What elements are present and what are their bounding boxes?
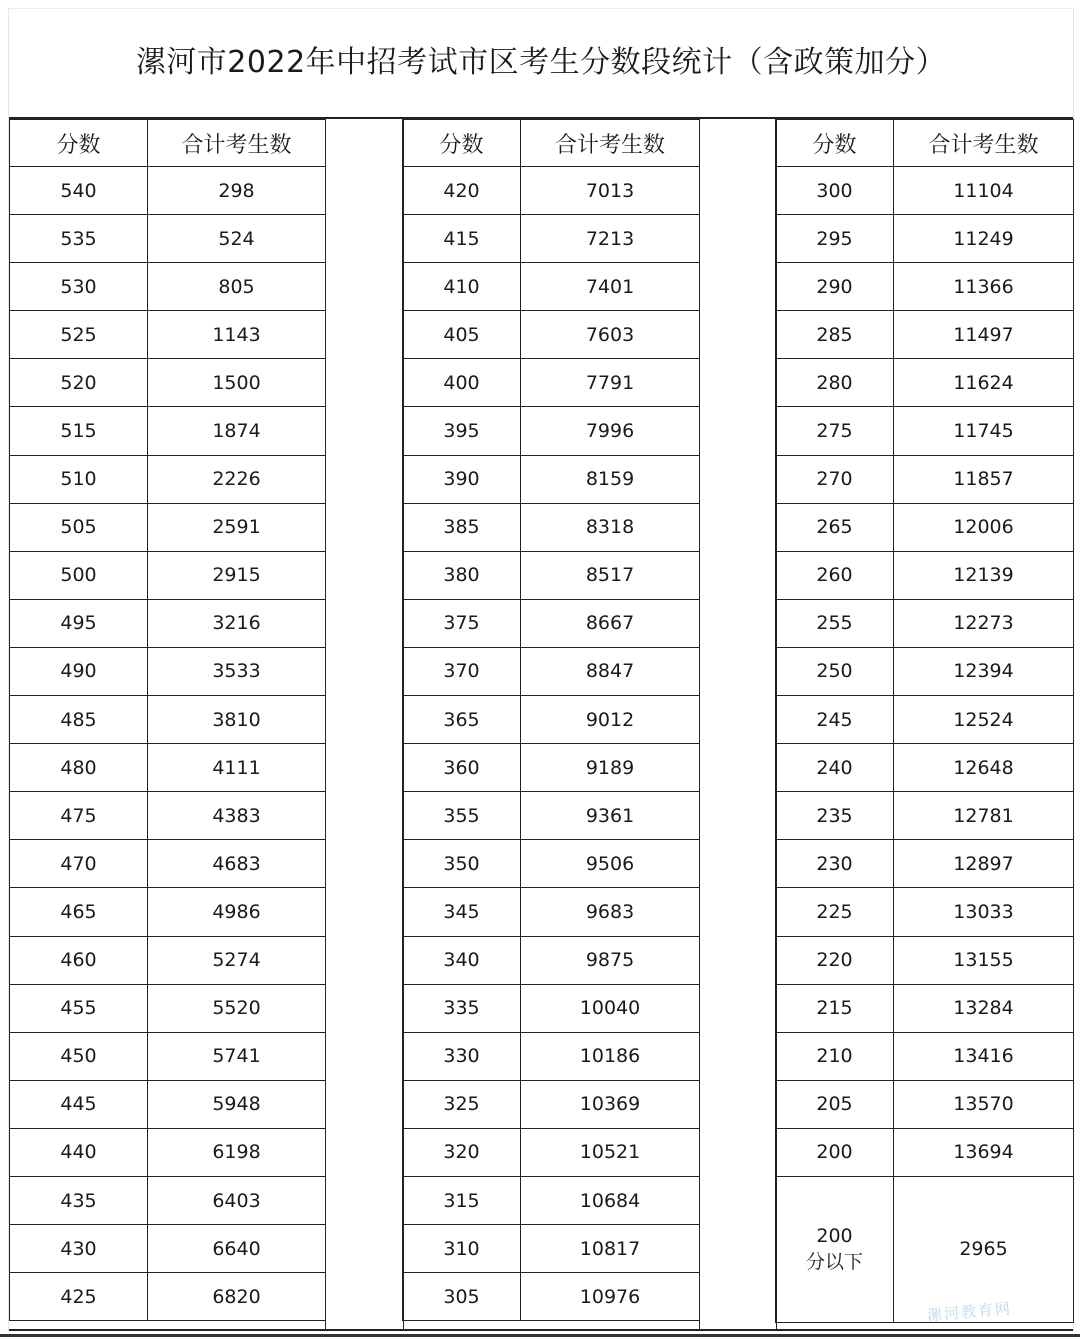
table-row	[776, 263, 1074, 311]
table-row	[10, 1225, 326, 1273]
table-row	[776, 311, 1074, 359]
score-cell: 330	[403, 1032, 521, 1080]
total-cell: 9506	[521, 840, 700, 888]
table-row	[403, 696, 700, 744]
table-row	[403, 647, 700, 695]
total-cell: 8159	[521, 455, 700, 503]
total-cell: 4986	[148, 888, 326, 936]
score-cell: 210	[776, 1032, 894, 1080]
total-cell: 13033	[894, 888, 1074, 936]
table-row	[10, 1128, 326, 1176]
table-row	[10, 936, 326, 984]
table-row	[776, 599, 1074, 647]
score-cell: 355	[403, 792, 521, 840]
total-cell: 7603	[521, 311, 700, 359]
total-cell: 8847	[521, 647, 700, 695]
score-cell: 390	[403, 455, 521, 503]
page-title: 漯河市2022年中招考试市区考生分数段统计（含政策加分）	[135, 45, 947, 80]
table-row	[403, 1176, 700, 1224]
total-cell: 5274	[148, 936, 326, 984]
score-cell: 535	[10, 215, 148, 263]
total-cell: 11497	[894, 311, 1074, 359]
total-cell: 4683	[148, 840, 326, 888]
score-cell: 395	[403, 407, 521, 455]
total-cell: 7401	[521, 263, 700, 311]
score-cell: 200	[776, 1128, 894, 1176]
table-row-below-200	[776, 1176, 1074, 1322]
score-cell: 525	[10, 311, 148, 359]
score-cell: 380	[403, 551, 521, 599]
header-total: 合计考生数	[521, 120, 700, 167]
total-cell: 6403	[148, 1176, 326, 1224]
score-cell: 465	[10, 888, 148, 936]
score-cell: 480	[10, 744, 148, 792]
score-cell: 485	[10, 696, 148, 744]
score-cell: 370	[403, 647, 521, 695]
bottom-divider	[0, 1334, 1080, 1337]
total-cell: 2226	[148, 455, 326, 503]
total-cell: 9875	[521, 936, 700, 984]
score-cell: 410	[403, 263, 521, 311]
table-row	[403, 599, 700, 647]
score-cell: 205	[776, 1080, 894, 1128]
score-cell: 270	[776, 455, 894, 503]
score-cell: 470	[10, 840, 148, 888]
table-row	[776, 936, 1074, 984]
table-row	[776, 840, 1074, 888]
score-cell: 475	[10, 792, 148, 840]
table-row	[10, 359, 326, 407]
table-row	[403, 936, 700, 984]
total-cell: 1143	[148, 311, 326, 359]
total-cell: 11104	[894, 167, 1074, 215]
score-line-2: 分以下	[805, 1251, 863, 1274]
column-spacer	[699, 119, 777, 1329]
score-cell: 490	[10, 647, 148, 695]
total-cell: 7996	[521, 407, 700, 455]
score-cell: 280	[776, 359, 894, 407]
table-row	[403, 1128, 700, 1176]
total-cell: 13694	[894, 1128, 1074, 1176]
total-cell: 3810	[148, 696, 326, 744]
score-cell: 420	[403, 167, 521, 215]
total-cell: 3533	[148, 647, 326, 695]
table-row	[776, 984, 1074, 1032]
score-cell: 300	[776, 167, 894, 215]
score-table-3	[775, 119, 1074, 1323]
score-cell: 250	[776, 647, 894, 695]
score-cell: 230	[776, 840, 894, 888]
total-cell: 1500	[148, 359, 326, 407]
score-cell: 460	[10, 936, 148, 984]
table-row	[10, 215, 326, 263]
total-cell: 12139	[894, 551, 1074, 599]
total-cell: 8318	[521, 503, 700, 551]
watermark: 漯河教育网	[926, 1299, 1013, 1325]
table-row	[776, 359, 1074, 407]
score-cell: 265	[776, 503, 894, 551]
table-row	[776, 888, 1074, 936]
table-row	[403, 551, 700, 599]
score-table-2	[402, 119, 700, 1321]
score-cell: 305	[403, 1273, 521, 1321]
table-row	[776, 792, 1074, 840]
table-row	[10, 1080, 326, 1128]
table-row	[10, 407, 326, 455]
score-cell: 375	[403, 599, 521, 647]
table-row	[403, 1225, 700, 1273]
table-header-row	[10, 120, 326, 167]
table-row	[403, 888, 700, 936]
total-cell: 12648	[894, 744, 1074, 792]
score-cell: 440	[10, 1128, 148, 1176]
score-cell: 500	[10, 551, 148, 599]
score-cell: 290	[776, 263, 894, 311]
score-cell: 505	[10, 503, 148, 551]
table-body	[403, 167, 700, 1321]
table-row	[10, 503, 326, 551]
score-cell: 335	[403, 984, 521, 1032]
total-cell: 298	[148, 167, 326, 215]
total-cell: 805	[148, 263, 326, 311]
total-cell: 9361	[521, 792, 700, 840]
total-cell: 1874	[148, 407, 326, 455]
score-cell: 510	[10, 455, 148, 503]
total-cell: 6198	[148, 1128, 326, 1176]
total-cell: 6640	[148, 1225, 326, 1273]
score-cell: 295	[776, 215, 894, 263]
column-spacer	[325, 119, 404, 1329]
score-table-1	[9, 119, 326, 1321]
table-body	[776, 167, 1074, 1323]
table-row	[776, 503, 1074, 551]
total-cell: 12897	[894, 840, 1074, 888]
table-row	[403, 503, 700, 551]
table-row	[10, 647, 326, 695]
score-cell: 245	[776, 696, 894, 744]
score-cell: 255	[776, 599, 894, 647]
table-row	[776, 407, 1074, 455]
total-cell: 10186	[521, 1032, 700, 1080]
table-row	[776, 167, 1074, 215]
table-row	[403, 1032, 700, 1080]
table-row	[10, 599, 326, 647]
table-row	[403, 311, 700, 359]
total-cell: 9189	[521, 744, 700, 792]
table-row	[403, 455, 700, 503]
total-cell: 13155	[894, 936, 1074, 984]
score-cell: 495	[10, 599, 148, 647]
total-cell: 4383	[148, 792, 326, 840]
total-cell: 12273	[894, 599, 1074, 647]
total-cell: 2591	[148, 503, 326, 551]
score-cell: 240	[776, 744, 894, 792]
table-row	[10, 984, 326, 1032]
total-cell: 2915	[148, 551, 326, 599]
total-cell: 9683	[521, 888, 700, 936]
table-row	[403, 263, 700, 311]
score-cell: 315	[403, 1176, 521, 1224]
table-row	[10, 1176, 326, 1224]
table-row	[776, 1032, 1074, 1080]
score-cell: 285	[776, 311, 894, 359]
table-header-row	[403, 120, 700, 167]
total-cell: 8667	[521, 599, 700, 647]
table-row	[776, 1128, 1074, 1176]
table-row	[10, 888, 326, 936]
table-row	[10, 1032, 326, 1080]
score-cell: 340	[403, 936, 521, 984]
table-row	[403, 167, 700, 215]
total-cell: 5520	[148, 984, 326, 1032]
table-row	[403, 359, 700, 407]
score-cell: 215	[776, 984, 894, 1032]
table-row	[10, 311, 326, 359]
table-row	[776, 1080, 1074, 1128]
total-cell: 7013	[521, 167, 700, 215]
total-cell: 11366	[894, 263, 1074, 311]
header-total: 合计考生数	[148, 120, 326, 167]
table-row	[403, 1273, 700, 1321]
score-cell: 365	[403, 696, 521, 744]
table-header-row	[776, 120, 1074, 167]
total-cell: 7213	[521, 215, 700, 263]
table-row	[403, 840, 700, 888]
total-cell: 13570	[894, 1080, 1074, 1128]
score-cell: 400	[403, 359, 521, 407]
table-row	[10, 744, 326, 792]
score-cell: 220	[776, 936, 894, 984]
total-cell: 2965	[894, 1176, 1074, 1322]
table-row	[10, 551, 326, 599]
table-row	[776, 455, 1074, 503]
total-cell: 6820	[148, 1273, 326, 1321]
table-row	[10, 455, 326, 503]
table-row	[10, 167, 326, 215]
total-cell: 11624	[894, 359, 1074, 407]
score-cell: 325	[403, 1080, 521, 1128]
table-row	[10, 263, 326, 311]
score-cell: 320	[403, 1128, 521, 1176]
table-row	[776, 744, 1074, 792]
score-cell: 275	[776, 407, 894, 455]
total-cell: 524	[148, 215, 326, 263]
score-cell: 445	[10, 1080, 148, 1128]
table-row	[10, 696, 326, 744]
score-cell: 450	[10, 1032, 148, 1080]
total-cell: 5948	[148, 1080, 326, 1128]
table-row	[403, 792, 700, 840]
total-cell: 12781	[894, 792, 1074, 840]
total-cell: 4111	[148, 744, 326, 792]
score-cell: 455	[10, 984, 148, 1032]
table-row	[10, 840, 326, 888]
header-score: 分数	[776, 120, 894, 167]
score-cell: 540	[10, 167, 148, 215]
total-cell: 11745	[894, 407, 1074, 455]
total-cell: 12524	[894, 696, 1074, 744]
document-page	[8, 8, 1074, 1331]
total-cell: 11857	[894, 455, 1074, 503]
score-cell: 360	[403, 744, 521, 792]
total-cell: 7791	[521, 359, 700, 407]
score-cell: 385	[403, 503, 521, 551]
table-row	[776, 215, 1074, 263]
total-cell: 3216	[148, 599, 326, 647]
total-cell: 10521	[521, 1128, 700, 1176]
total-cell: 10040	[521, 984, 700, 1032]
score-cell: 405	[403, 311, 521, 359]
table-row	[403, 1080, 700, 1128]
score-cell: 345	[403, 888, 521, 936]
total-cell: 12006	[894, 503, 1074, 551]
score-distribution-grid	[9, 117, 1073, 1331]
total-cell: 10684	[521, 1176, 700, 1224]
total-cell: 11249	[894, 215, 1074, 263]
score-cell: 435	[10, 1176, 148, 1224]
header-score: 分数	[10, 120, 148, 167]
table-row	[403, 215, 700, 263]
table-row	[403, 407, 700, 455]
score-cell: 415	[403, 215, 521, 263]
score-cell: 260	[776, 551, 894, 599]
table-row	[10, 792, 326, 840]
score-cell: 350	[403, 840, 521, 888]
header-total: 合计考生数	[894, 120, 1074, 167]
table-row	[403, 744, 700, 792]
total-cell: 13416	[894, 1032, 1074, 1080]
total-cell: 5741	[148, 1032, 326, 1080]
table-body	[10, 167, 326, 1321]
total-cell: 10976	[521, 1273, 700, 1321]
score-cell: 515	[10, 407, 148, 455]
total-cell: 10817	[521, 1225, 700, 1273]
score-cell: 235	[776, 792, 894, 840]
score-cell: 430	[10, 1225, 148, 1273]
total-cell: 10369	[521, 1080, 700, 1128]
score-cell: 225	[776, 888, 894, 936]
table-row	[776, 551, 1074, 599]
header-score: 分数	[403, 120, 521, 167]
table-row	[403, 984, 700, 1032]
table-row	[776, 647, 1074, 695]
table-row	[776, 696, 1074, 744]
total-cell: 13284	[894, 984, 1074, 1032]
total-cell: 8517	[521, 551, 700, 599]
score-cell: 530	[10, 263, 148, 311]
table-row	[10, 1273, 326, 1321]
score-cell	[776, 1176, 894, 1322]
total-cell: 9012	[521, 696, 700, 744]
score-cell: 310	[403, 1225, 521, 1273]
score-line-1: 200	[816, 1225, 853, 1248]
total-cell: 12394	[894, 647, 1074, 695]
score-cell: 520	[10, 359, 148, 407]
score-cell: 425	[10, 1273, 148, 1321]
